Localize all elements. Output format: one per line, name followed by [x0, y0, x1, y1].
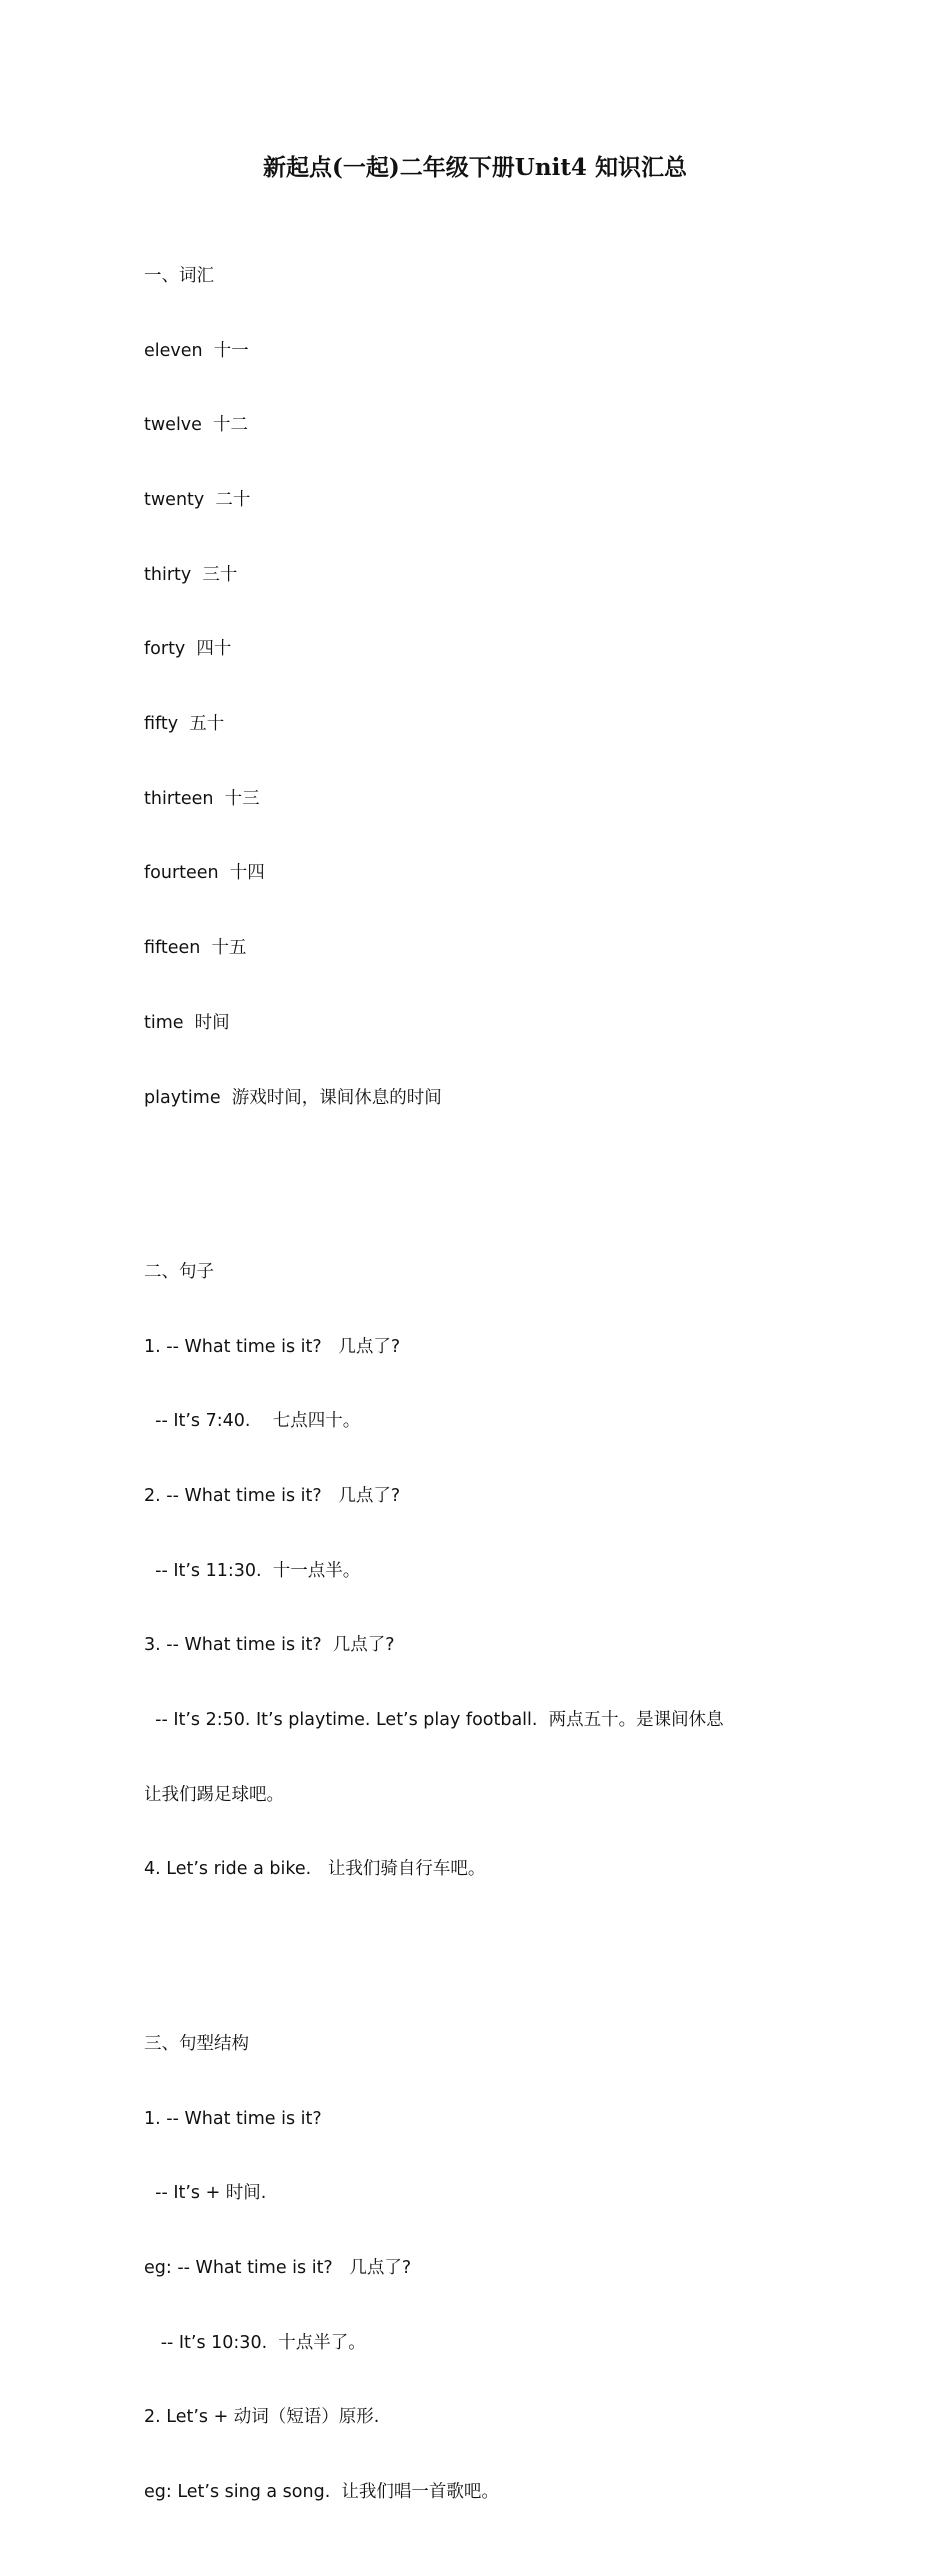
sentence-line: 让我们踢足球吧。 [144, 1784, 284, 1805]
vocabulary-item: fifteen 十五 [144, 938, 247, 959]
structure-line: 1. -- What time is it? [144, 2108, 322, 2129]
section-heading-sentences: 二、句子 [144, 1261, 214, 1282]
sentence-line: 4. Let’s ride a bike. 让我们骑自行车吧。 [144, 1859, 486, 1880]
structure-line: 2. Let’s + 动词（短语）原形. [144, 2407, 380, 2428]
vocabulary-item: thirteen 十三 [144, 788, 260, 809]
section-heading-structures: 三、句型结构 [144, 2033, 249, 2054]
structure-line: -- It’s + 时间. [144, 2183, 267, 2204]
sentence-line: 3. -- What time is it? 几点了? [144, 1635, 395, 1656]
vocabulary-item: forty 四十 [144, 639, 232, 660]
section-heading-vocabulary: 一、词汇 [144, 265, 214, 286]
sentence-line: -- It’s 7:40. 七点四十。 [144, 1411, 361, 1432]
document-body [144, 214, 824, 2555]
vocabulary-item: twelve 十二 [144, 415, 249, 436]
vocabulary-item: fifty 五十 [144, 714, 225, 735]
structure-line: -- It’s 10:30. 十点半了。 [144, 2332, 366, 2353]
vocabulary-item: thirty 三十 [144, 564, 238, 585]
sentence-line: -- It’s 11:30. 十一点半。 [144, 1560, 361, 1581]
vocabulary-item: fourteen 十四 [144, 863, 265, 884]
structure-line: eg: -- What time is it? 几点了? [144, 2257, 412, 2278]
sentence-line: 1. -- What time is it? 几点了? [144, 1336, 401, 1357]
vocabulary-item: twenty 二十 [144, 489, 251, 510]
blank-line [144, 1160, 824, 1185]
vocabulary-item: eleven 十一 [144, 340, 249, 361]
structure-line: eg: Let’s sing a song. 让我们唱一首歌吧。 [144, 2482, 499, 2503]
vocabulary-item: playtime 游戏时间，课间休息的时间 [144, 1087, 442, 1108]
vocabulary-item: time 时间 [144, 1012, 230, 1033]
sentence-line: -- It’s 2:50. It’s playtime. Let’s play football. 两点五十。是课间休息 [144, 1710, 724, 1731]
sentence-line: 2. -- What time is it? 几点了? [144, 1485, 401, 1506]
document-title: 新起点(一起)二年级下册Unit4 知识汇总 [263, 154, 687, 181]
blank-line [144, 1932, 824, 1957]
